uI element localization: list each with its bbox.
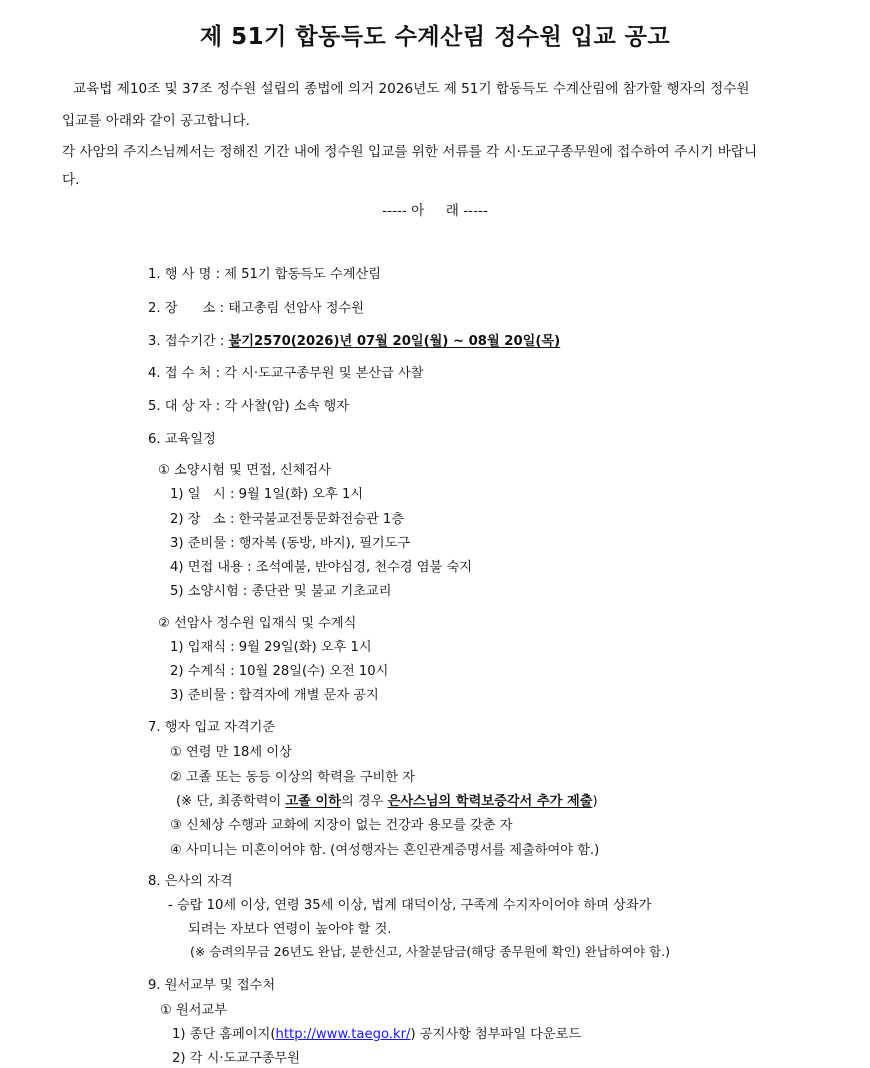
note-part-3: )	[592, 794, 598, 809]
schedule-section-1: ① 소양시험 및 면접, 신체검사	[158, 463, 331, 478]
qualification-2-note	[176, 790, 598, 809]
item-qualifications: 7. 행자 입교 자격기준	[148, 720, 276, 735]
intro-line-1: 교육법 제10조 및 37조 정수원 설립의 종법에 의거 2026년도 제 51기 합동득도 수계산림에 참가할 행자의 정수원	[73, 81, 750, 97]
download-text-1: 1) 종단 홈페이지(	[172, 1027, 276, 1042]
note-part-1: (※ 단, 최종학력이	[176, 794, 286, 809]
mentor-requirement-line-2: 되려는 자보다 연령이 높아야 할 것.	[188, 922, 392, 937]
schedule-2-ordination: 2) 수계식 : 10월 28일(수) 오전 10시	[170, 664, 389, 679]
note-part-2: 의 경우	[340, 794, 388, 809]
qualification-4: ④ 사미니는 미혼이어야 함. (여성행자는 혼인관계증명서를 제출하여야 함.)	[170, 843, 600, 858]
intro-line-2: 입교를 아래와 같이 공고합니다.	[62, 113, 250, 129]
schedule-1-place: 2) 장 소 : 한국불교전통문화전승관 1층	[170, 512, 405, 527]
item-application-forms: 9. 원서교부 및 접수처	[148, 978, 276, 993]
note-emphasis-2: 은사스님의 학력보증각서 추가 제출	[387, 794, 593, 809]
schedule-1-datetime: 1) 일 시 : 9월 1일(화) 오후 1시	[170, 487, 364, 502]
application-section-1: ① 원서교부	[160, 1003, 227, 1018]
schedule-1-interview: 4) 면접 내용 : 조석예불, 반야심경, 천수경 염불 숙지	[170, 560, 472, 575]
schedule-1-supplies: 3) 준비물 : 행자복 (동방, 바지), 필기도구	[170, 536, 411, 551]
item-reception-place: 4. 접 수 처 : 각 시·도교구종무원 및 본산급 사찰	[148, 366, 424, 381]
schedule-1-exam: 5) 소양시험 : 종단관 및 불교 기초교리	[170, 584, 392, 599]
note-emphasis-1: 고졸 이하	[285, 794, 341, 809]
item-reception-period	[148, 330, 560, 349]
separator: ----- 아 래 -----	[382, 203, 488, 219]
intro-line-4: 다.	[62, 172, 80, 188]
intro-line-3: 각 사암의 주지스님께서는 정해진 기간 내에 정수원 입교를 위한 서류를 각 시·도교구종무원에 접수하여 주시기 바랍니	[62, 144, 758, 160]
schedule-2-opening: 1) 입재식 : 9월 29일(화) 오후 1시	[170, 640, 372, 655]
mentor-requirement-note: (※ 승려의무금 26년도 완납, 분한신고, 사찰분담금(해당 종무원에 확인) 완납하여야 함.)	[190, 944, 670, 959]
item-venue: 2. 장 소 : 태고총림 선암사 정수원	[148, 301, 365, 316]
homepage-link[interactable]: http://www.taego.kr/	[275, 1027, 411, 1042]
download-text-2: ) 공지사항 첨부파일 다운로드	[410, 1027, 582, 1042]
mentor-requirement-line-1: - 승랍 10세 이상, 연령 35세 이상, 법계 대덕이상, 구족계 수지자이어야 하며 상좌가	[168, 898, 652, 913]
qualification-1: ① 연령 만 18세 이상	[170, 745, 292, 760]
item-mentor-qualifications: 8. 은사의 자격	[148, 874, 233, 889]
schedule-section-2: ② 선암사 정수원 입재식 및 수계식	[158, 616, 357, 631]
schedule-2-supplies: 3) 준비물 : 합격자에 개별 문자 공지	[170, 688, 379, 703]
qualification-3: ③ 신체상 수행과 교화에 지장이 없는 건강과 용모를 갖춘 자	[170, 818, 513, 833]
reception-period-label: 3. 접수기간 :	[148, 334, 229, 349]
item-schedule: 6. 교육일정	[148, 432, 216, 447]
item-target: 5. 대 상 자 : 각 사찰(암) 소속 행자	[148, 399, 349, 414]
qualification-2: ② 고졸 또는 동등 이상의 학력을 구비한 자	[170, 770, 415, 785]
notice-title: 제 51기 합동득도 수계산림 정수원 입교 공고	[199, 24, 671, 50]
reception-period-value: 불기2570(2026)년 07월 20일(월) ~ 08월 20일(목)	[228, 334, 561, 349]
application-download	[172, 1023, 581, 1042]
application-district-offices: 2) 각 시·도교구종무원	[172, 1051, 301, 1066]
item-event-name: 1. 행 사 명 : 제 51기 합동득도 수계산림	[148, 267, 381, 282]
